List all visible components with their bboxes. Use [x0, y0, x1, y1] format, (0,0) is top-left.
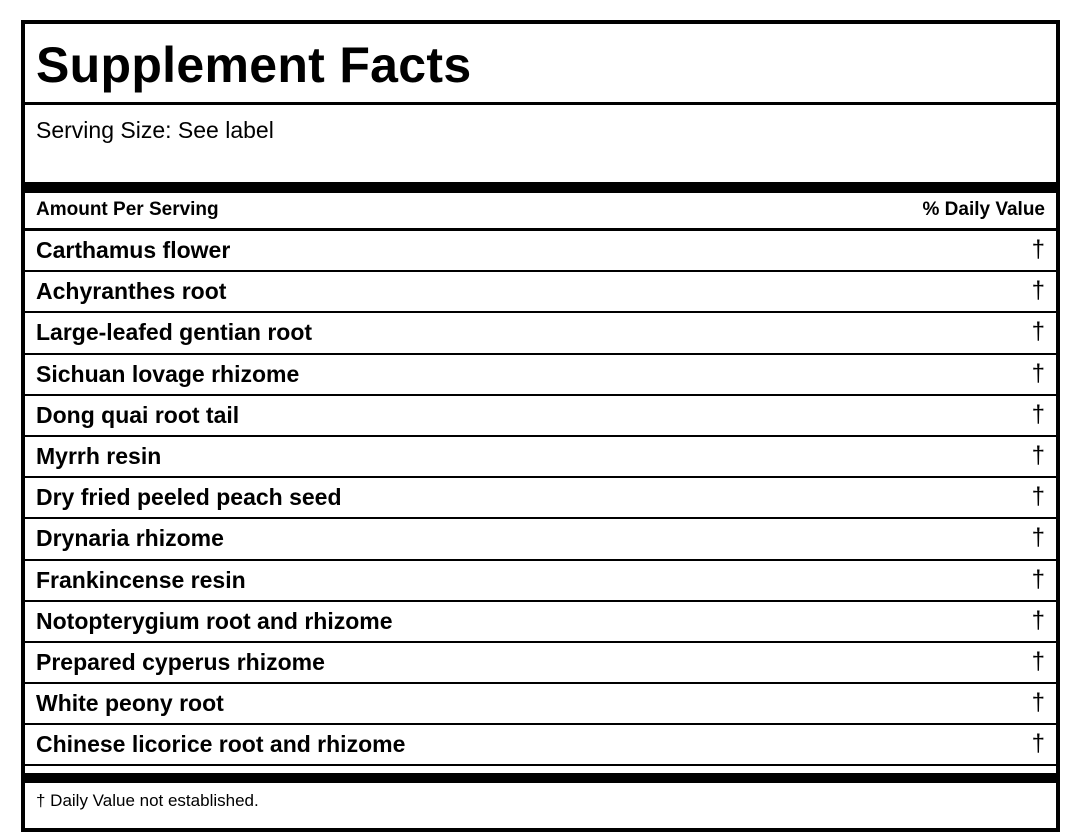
ingredient-row	[25, 602, 1056, 643]
ingredient-list	[25, 231, 1056, 766]
ingredient-row	[25, 561, 1056, 602]
supplement-facts-panel	[21, 20, 1060, 832]
ingredient-daily-value: †	[1031, 400, 1045, 428]
panel-title: Supplement Facts	[36, 37, 472, 93]
serving-section	[25, 105, 1056, 182]
ingredient-daily-value: †	[1031, 277, 1045, 305]
ingredient-name: Notopterygium root and rhizome	[36, 607, 393, 634]
ingredient-row	[25, 478, 1056, 519]
daily-value-header: % Daily Value	[922, 199, 1045, 220]
thick-divider	[25, 182, 1056, 193]
ingredient-name: Carthamus flower	[36, 237, 231, 263]
serving-size: Serving Size: See label	[36, 117, 274, 143]
ingredient-row	[25, 437, 1056, 478]
ingredient-row	[25, 313, 1056, 354]
spacer	[25, 766, 1056, 773]
ingredient-daily-value: †	[1031, 483, 1045, 511]
footnote: † Daily Value not established.	[36, 791, 259, 811]
ingredient-row	[25, 725, 1056, 766]
ingredient-daily-value: †	[1031, 606, 1045, 634]
ingredient-name: Large-leafed gentian root	[36, 319, 313, 346]
ingredient-name: White peony root	[36, 690, 224, 717]
ingredient-name: Achyranthes root	[36, 278, 227, 305]
ingredient-row	[25, 355, 1056, 396]
ingredient-row	[25, 231, 1056, 272]
ingredient-row	[25, 684, 1056, 725]
ingredient-daily-value: †	[1031, 689, 1045, 717]
ingredient-daily-value: †	[1031, 318, 1045, 346]
ingredient-row	[25, 519, 1056, 560]
column-header-row	[25, 193, 1056, 231]
ingredient-row	[25, 396, 1056, 437]
ingredient-name: Drynaria rhizome	[36, 525, 224, 552]
ingredient-daily-value: †	[1031, 441, 1045, 469]
ingredient-name: Prepared cyperus rhizome	[36, 648, 325, 675]
footnote-section	[25, 783, 1056, 821]
ingredient-name: Myrrh resin	[36, 442, 162, 469]
ingredient-row	[25, 643, 1056, 684]
ingredient-daily-value: †	[1031, 730, 1045, 758]
ingredient-daily-value: †	[1031, 647, 1045, 675]
ingredient-daily-value: †	[1031, 236, 1045, 263]
thick-divider-bottom	[25, 773, 1056, 783]
ingredient-row	[25, 272, 1056, 313]
ingredient-name: Dong quai root tail	[36, 401, 240, 428]
title-section	[25, 24, 1056, 105]
ingredient-daily-value: †	[1031, 565, 1045, 593]
ingredient-name: Dry fried peeled peach seed	[36, 484, 342, 511]
ingredient-daily-value: †	[1031, 359, 1045, 387]
ingredient-name: Sichuan lovage rhizome	[36, 360, 300, 387]
ingredient-name: Frankincense resin	[36, 566, 246, 593]
ingredient-daily-value: †	[1031, 524, 1045, 552]
ingredient-name: Chinese licorice root and rhizome	[36, 731, 406, 758]
amount-per-serving-header: Amount Per Serving	[36, 199, 219, 220]
